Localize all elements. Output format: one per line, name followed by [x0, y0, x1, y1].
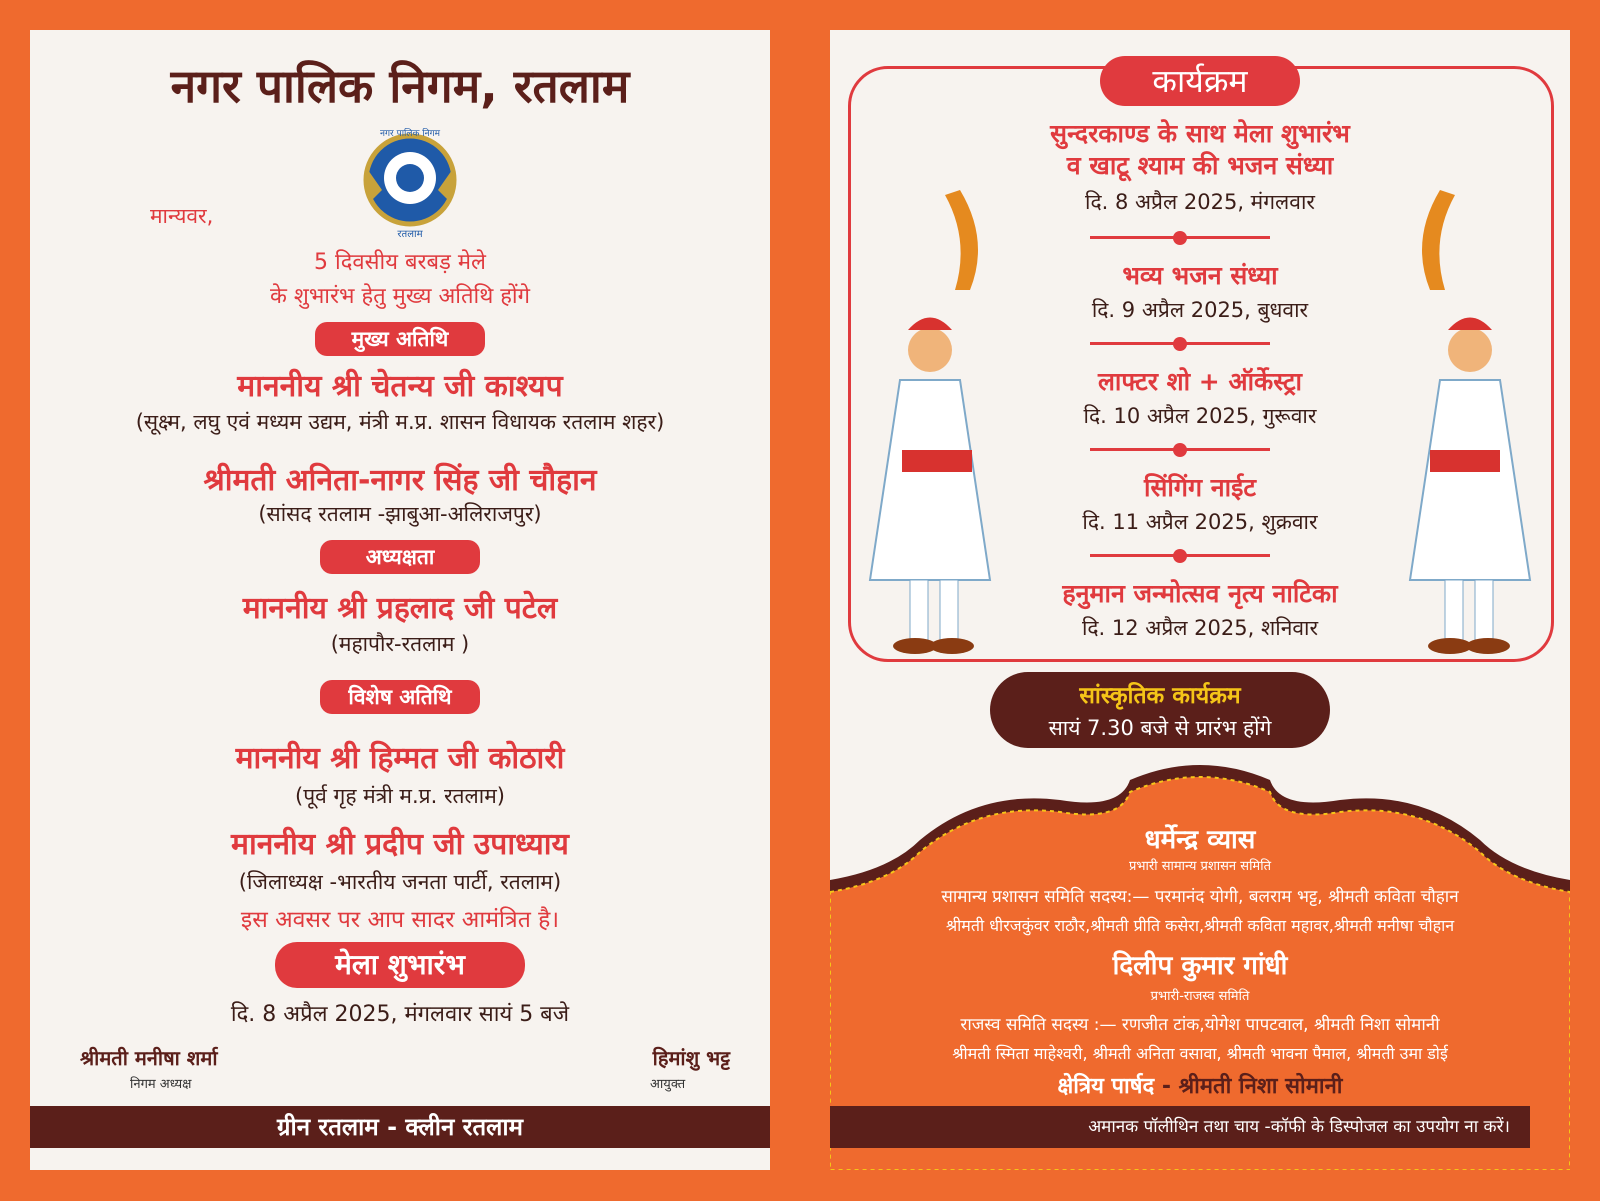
signatory-left-title: निगम अध्यक्ष: [130, 1077, 192, 1092]
salutation: मान्यवर,: [150, 204, 214, 228]
signatory-left-name: श्रीमती मनीषा शर्मा: [80, 1046, 218, 1070]
right-footer-notice: अमानक पॉलीथिन तथा चाय -कॉफी के डिस्पोजल का उपयोग ना करें।: [830, 1106, 1530, 1148]
corporation-logo: [360, 130, 460, 230]
signatory-right-name: हिमांशु भट्ट: [652, 1046, 730, 1070]
person-2-role: प्रभारी-राजस्व समिति: [1150, 989, 1250, 1004]
chief-guest-badge: मुख्य अतिथि: [315, 322, 485, 356]
cultural-program-title: सांस्कृतिक कार्यक्रम: [1079, 683, 1241, 709]
event-3-title: लाफ्टर शो + ऑर्केस्ट्रा: [1097, 367, 1303, 396]
invitation-line: इस अवसर पर आप सादर आमंत्रित है।: [240, 907, 560, 933]
chief-guest-description: (सूक्ष्म, लघु एवं मध्यम उद्यम, मंत्री म.प्र. शासन विधायक रतलाम शहर): [135, 410, 665, 434]
mela-inauguration-date: दि. 8 अप्रैल 2025, मंगलवार सायं 5 बजे: [230, 1002, 570, 1027]
event-2-title: भव्य भजन संध्या: [1122, 261, 1278, 290]
event-4-title: सिंगिंग नाईट: [1144, 473, 1256, 502]
event-5-title: हनुमान जन्मोत्सव नृत्य नाटिका: [1062, 579, 1338, 608]
committee-1-line-1: सामान्य प्रशासन समिति सदस्य:— परमानंद योगी, बलराम भट्ट, श्रीमती कविता चौहान: [941, 887, 1459, 907]
special-guest-1-name: माननीय श्री हिम्मत जी कोठारी: [235, 741, 565, 776]
logo-text-top: नगर पालिक निगम: [379, 129, 441, 139]
divider-3-dot: [1173, 443, 1187, 457]
divider-4-dot: [1173, 549, 1187, 563]
committee-1-line-2: श्रीमती धीरजकुंवर राठौर,श्रीमती प्रीति कसेरा,श्रीमती कविता महावर,श्रीमती मनीषा चौहान: [945, 916, 1455, 935]
presidency-badge: अध्यक्षता: [320, 540, 480, 574]
left-footer-slogan: ग्रीन रतलाम - क्लीन रतलाम: [30, 1106, 770, 1148]
program-badge: कार्यक्रम: [1100, 56, 1300, 106]
person-2-name: दिलीप कुमार गांधी: [1112, 951, 1288, 981]
divider-2-dot: [1173, 337, 1187, 351]
intro-line-1: 5 दिवसीय बरबड़ मेले: [314, 250, 486, 275]
corporation-title: नगर पालिक निगम, रतलाम: [170, 59, 630, 113]
event-1-date: दि. 8 अप्रैल 2025, मंगलवार: [1085, 190, 1315, 214]
special-guest-1-description: (पूर्व गृह मंत्री म.प्र. रतलाम): [295, 784, 505, 808]
chief-guest-name: माननीय श्री चेतन्य जी काश्यप: [237, 369, 563, 404]
committee-2-line-2: श्रीमती स्मिता माहेश्वरी, श्रीमती अनिता वसावा, श्रीमती भावना पैमाल, श्रीमती उमा डोई: [952, 1044, 1448, 1063]
cultural-program-time: सायं 7.30 बजे से प्रारंभ होंगे: [1048, 716, 1272, 740]
guest-2-description: (सांसद रतलाम -झाबुआ-अलिराजपुर): [258, 502, 542, 526]
event-3-date: दि. 10 अप्रैल 2025, गुरूवार: [1083, 404, 1317, 428]
event-1-title-line-2: व खाटू श्याम की भजन संध्या: [1066, 151, 1334, 180]
person-1-role: प्रभारी सामान्य प्रशासन समिति: [1129, 859, 1271, 874]
event-2-date: दि. 9 अप्रैल 2025, बुधवार: [1091, 298, 1309, 322]
ward-name: - श्रीमती निशा सोमानी: [1161, 1074, 1343, 1099]
signatory-right-title: आयुक्त: [650, 1077, 686, 1092]
left-invitation-panel: [30, 30, 770, 1170]
special-guest-badge: विशेष अतिथि: [320, 680, 480, 714]
ward-label: क्षेत्रिय पार्षद: [1057, 1074, 1155, 1099]
committee-2-line-1: राजस्व समिति सदस्य :— रणजीत टांक,योगेश पापटवाल, श्रीमती निशा सोमानी: [960, 1015, 1440, 1035]
divider-1-dot: [1173, 231, 1187, 245]
president-description: (महापौर-रतलाम ): [330, 632, 470, 656]
event-1-title: सुन्दरकाण्ड के साथ मेला शुभारंभ: [1050, 119, 1350, 148]
logo-text-bottom: रतलाम: [397, 229, 423, 240]
event-4-date: दि. 11 अप्रैल 2025, शुक्रवार: [1082, 510, 1318, 534]
intro-line-2: के शुभारंभ हेतु मुख्य अतिथि होंगे: [269, 284, 531, 309]
special-guest-2-name: माननीय श्री प्रदीप जी उपाध्याय: [231, 827, 569, 862]
special-guest-2-description: (जिलाध्यक्ष -भारतीय जनता पार्टी, रतलाम): [238, 870, 562, 894]
right-program-panel: [830, 30, 1570, 1170]
mela-inauguration-badge: मेला शुभारंभ: [275, 942, 525, 988]
ward-councillor: [830, 1070, 1570, 1100]
event-5-date: दि. 12 अप्रैल 2025, शनिवार: [1081, 616, 1319, 640]
person-1-name: धर्मेन्द्र व्यास: [1144, 825, 1256, 855]
guest-2-name: श्रीमती अनिता-नागर सिंह जी चौहान: [203, 463, 597, 498]
president-name-text: माननीय श्री प्रहलाद जी पटेल: [242, 591, 558, 626]
